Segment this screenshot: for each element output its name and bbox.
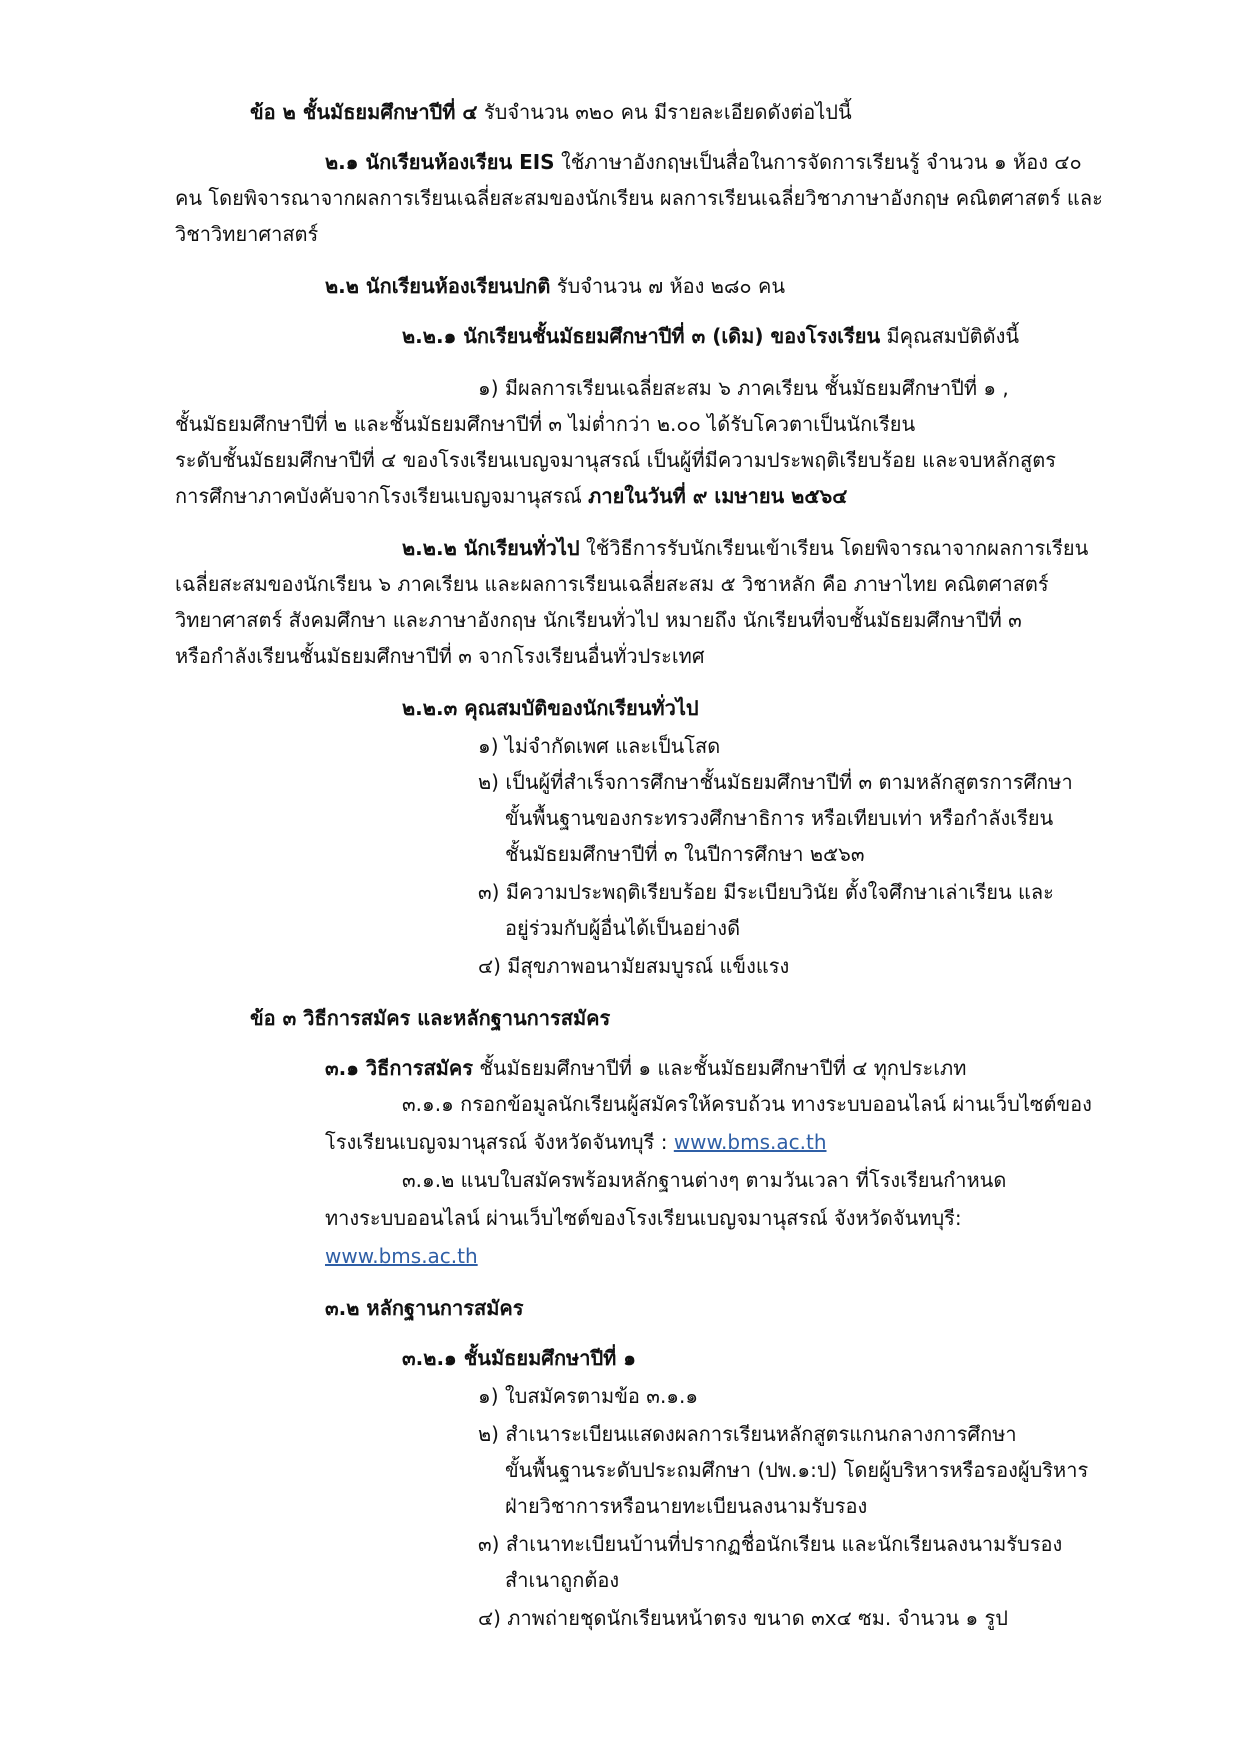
p222-line4: หรือกำลังเรียนชั้นมัธยมศึกษาปีที่ ๓ จากโรงเรียนอื่นทั่วประเทศ: [175, 644, 705, 668]
s311-line2: [325, 1128, 827, 1156]
p222-line3: วิทยาศาสตร์ สังคมศึกษา และภาษาอังกฤษ นักเรียนทั่วไป หมายถึง นักเรียนที่จบชั้นมัธยมศึกษาปีที่ ๓: [175, 608, 1022, 632]
p21-line1: [325, 148, 1082, 176]
p32-item2c: ฝ่ายวิชาการหรือนายทะเบียนลงนามรับรอง: [505, 1494, 868, 1518]
p21-line2: คน โดยพิจารณาจากผลการเรียนเฉลี่ยสะสมของนักเรียน ผลการเรียนเฉลี่ยวิชาภาษาอังกฤษ คณิตศาสตร์ และ: [175, 186, 1103, 210]
p31-rest: ชั้นมัธยมศึกษาปีที่ ๑ และชั้นมัธยมศึกษาปีที่ ๔ ทุกประเภท: [472, 1056, 967, 1080]
p221-deadline: ภายในวันที่ ๙ เมษายน ๒๕๖๔: [588, 484, 848, 508]
p22-rest: รับจำนวน ๗ ห้อง ๒๘๐ คน: [550, 274, 786, 298]
p31-title: ๓.๑ วิธีการสมัคร: [325, 1056, 473, 1080]
website-link-2[interactable]: www.bms.ac.th: [325, 1244, 478, 1268]
section2-heading-rest: รับจำนวน ๓๒๐ คน มีรายละเอียดดังต่อไปนี้: [477, 100, 852, 124]
p21-line3: วิชาวิทยาศาสตร์: [175, 222, 319, 246]
p32-item4: ๔) ภาพถ่ายชุดนักเรียนหน้าตรง ขนาด ๓x๔ ซม. จำนวน ๑ รูป: [478, 1606, 1008, 1630]
p32-item2a: ๒) สำเนาระเบียนแสดงผลการเรียนหลักสูตรแกนกลางการศึกษา: [478, 1422, 1017, 1446]
p22-title: ๒.๒ นักเรียนห้องเรียนปกติ: [325, 274, 551, 298]
website-link[interactable]: www.bms.ac.th: [673, 1130, 827, 1154]
p222-line2: เฉลี่ยสะสมของนักเรียน ๖ ภาคเรียน และผลการเรียนเฉลี่ยสะสม ๕ วิชาหลัก คือ ภาษาไทย คณิตศาสตร์: [175, 572, 1049, 596]
p221-rest: มีคุณสมบัติดังนี้: [880, 324, 1020, 348]
s311-line2-text: โรงเรียนเบญจมานุสรณ์ จังหวัดจันทบุรี :: [325, 1130, 674, 1154]
p221-line3: ระดับชั้นมัธยมศึกษาปีที่ ๔ ของโรงเรียนเบญจมานุสรณ์ เป็นผู้ที่มีความประพฤติเรียบร้อย และจบหลักสูตร: [175, 448, 1056, 472]
s321-title: ๓.๒.๑ ชั้นมัธยมศึกษาปีที่ ๑: [402, 1346, 637, 1370]
p221-heading: [402, 322, 1019, 350]
p223-item2a: ๒) เป็นผู้ที่สำเร็จการศึกษาชั้นมัธยมศึกษาปีที่ ๓ ตามหลักสูตรการศึกษา: [478, 770, 1073, 794]
p31-line: [325, 1054, 966, 1082]
p221-line2: ชั้นมัธยมศึกษาปีที่ ๒ และชั้นมัธยมศึกษาปีที่ ๓ ไม่ต่ำกว่า ๒.๐๐ ได้รับโควตาเป็นนักเรียน: [175, 412, 916, 436]
p22-line: [325, 272, 785, 300]
p221-line1: ๑) มีผลการเรียนเฉลี่ยสะสม ๖ ภาคเรียน ชั้นมัธยมศึกษาปีที่ ๑ ,: [478, 376, 1009, 400]
section3-heading: ข้อ ๓ วิธีการสมัคร และหลักฐานการสมัคร: [250, 1006, 611, 1030]
p223-item2b: ขั้นพื้นฐานของกระทรวงศึกษาธิการ หรือเทียบเท่า หรือกำลังเรียน: [505, 806, 1054, 830]
p222-line1: [402, 534, 1088, 562]
p32-item2b: ขั้นพื้นฐานระดับประถมศึกษา (ปพ.๑:ป) โดยผู้บริหารหรือรองผู้บริหาร: [505, 1458, 1089, 1482]
p223-title: ๒.๒.๓ คุณสมบัติของนักเรียนทั่วไป: [402, 696, 699, 720]
s311-line1: ๓.๑.๑ กรอกข้อมูลนักเรียนผู้สมัครให้ครบถ้วน ทางระบบออนไลน์ ผ่านเว็บไซต์ของ: [402, 1092, 1092, 1116]
p222-title: ๒.๒.๒ นักเรียนทั่วไป: [402, 536, 580, 560]
s312-line2: ทางระบบออนไลน์ ผ่านเว็บไซต์ของโรงเรียนเบญจมานุสรณ์ จังหวัดจันทบุรี:: [325, 1206, 962, 1230]
p32-item3b: สำเนาถูกต้อง: [505, 1568, 620, 1592]
p223-item3b: อยู่ร่วมกับผู้อื่นได้เป็นอย่างดี: [505, 916, 741, 940]
p223-item4: ๔) มีสุขภาพอนามัยสมบูรณ์ แข็งแรง: [478, 954, 790, 978]
p223-item1: ๑) ไม่จำกัดเพศ และเป็นโสด: [478, 734, 721, 758]
p32-item3a: ๓) สำเนาทะเบียนบ้านที่ปรากฏชื่อนักเรียน และนักเรียนลงนามรับรอง: [478, 1532, 1063, 1556]
p221-line4: [175, 482, 847, 510]
p32-title: ๓.๒ หลักฐานการสมัคร: [325, 1296, 524, 1320]
p221-title: ๒.๒.๑ นักเรียนชั้นมัธยมศึกษาปีที่ ๓ (เดิม) ของโรงเรียน: [402, 324, 881, 348]
p21-title: ๒.๑ นักเรียนห้องเรียน EIS: [325, 150, 555, 174]
p222-line1-rest: ใช้วิธีการรับนักเรียนเข้าเรียน โดยพิจารณาจากผลการเรียน: [579, 536, 1089, 560]
s312-line1: ๓.๑.๒ แนบใบสมัครพร้อมหลักฐานต่างๆ ตามวันเวลา ที่โรงเรียนกำหนด: [402, 1168, 1007, 1192]
p221-line4-plain: การศึกษาภาคบังคับจากโรงเรียนเบญจมานุสรณ์: [175, 484, 589, 508]
p223-item2c: ชั้นมัธยมศึกษาปีที่ ๓ ในปีการศึกษา ๒๕๖๓: [505, 842, 865, 866]
section2-heading-bold: ข้อ ๒ ชั้นมัธยมศึกษาปีที่ ๔: [250, 100, 478, 124]
p32-item1: ๑) ใบสมัครตามข้อ ๓.๑.๑: [478, 1384, 699, 1408]
p223-item3a: ๓) มีความประพฤติเรียบร้อย มีระเบียบวินัย ตั้งใจศึกษาเล่าเรียน และ: [478, 880, 1054, 904]
p21-line1-rest: ใช้ภาษาอังกฤษเป็นสื่อในการจัดการเรียนรู้ จำนวน ๑ ห้อง ๔๐: [554, 150, 1082, 174]
section2-heading: [250, 98, 852, 126]
